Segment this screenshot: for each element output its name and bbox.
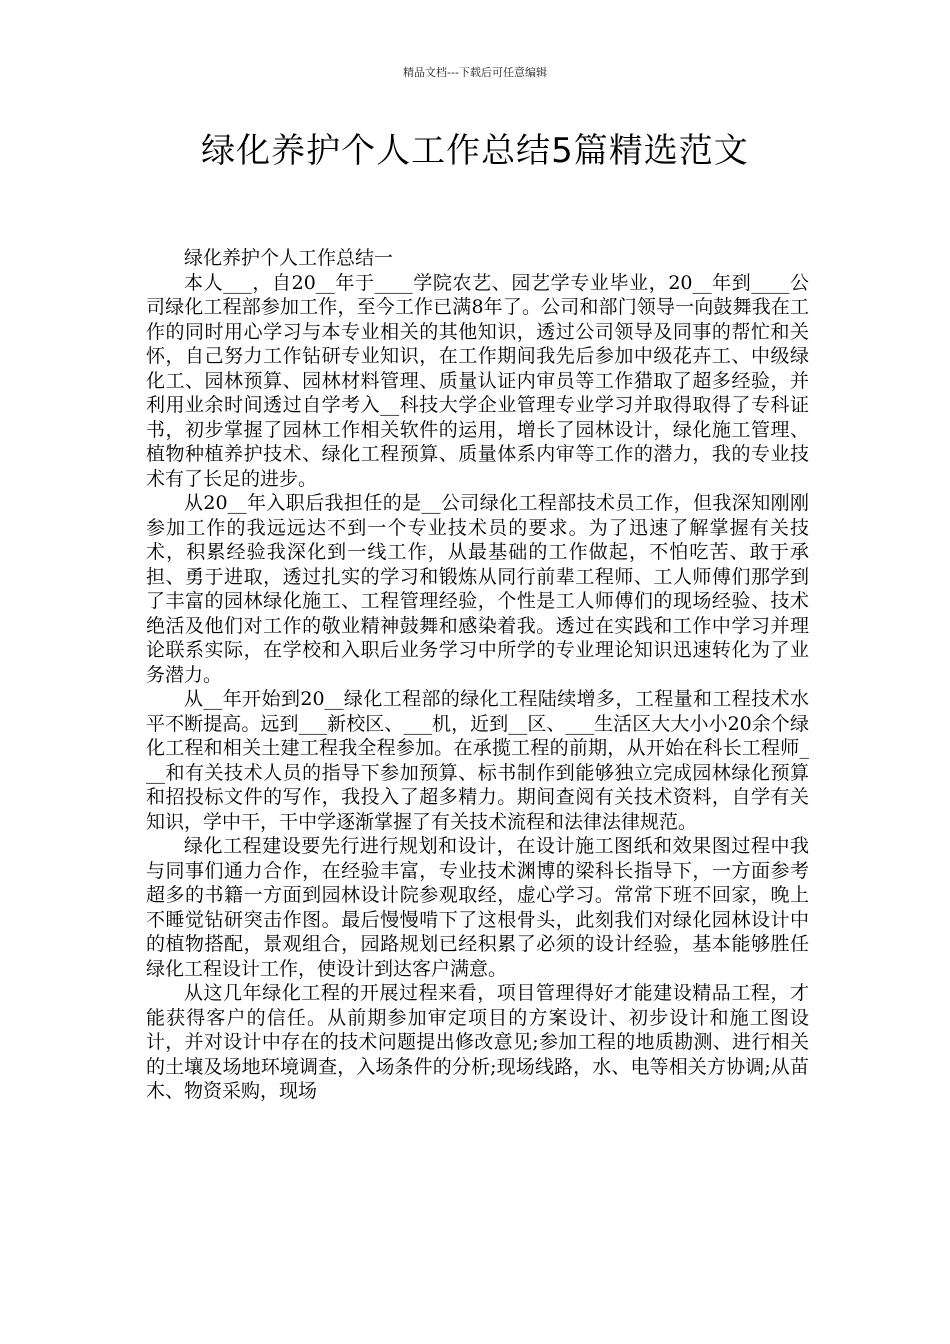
paragraph-3: 从__年开始到20__绿化工程部的绿化工程陆续增多，工程量和工程技术水平不断提高。远到___新校区、___机，近到__区、___生活区大大小小20余个绿化工程和相关土建工程我全程参加。在承揽工程的前期，从开始在科长工程师___和有关技术人员的指导下参加预算、标书制作到能够独立完成园林绿化预算和招投标文件的写作，我投入了超多精力。期间查阅有关技术资料，自学有关知识，学中干，干中学逐渐掌握了有关技术流程和法律法律规范。 [146, 688, 809, 833]
document-body [146, 246, 809, 1104]
document-title: 绿化养护个人工作总结5篇精选范文 [201, 131, 749, 171]
paragraph-4: 绿化工程建设要先行进行规划和设计，在设计施工图纸和效果图过程中我与同事们通力合作，在经验丰富，专业技术渊博的梁科长指导下，一方面参考超多的书籍一方面到园林设计院参观取经，虚心学习。常常下班不回家，晚上不睡觉钻研突击作图。最后慢慢啃下了这根骨头，此刻我们对绿化园林设计中的植物搭配，景观组合，园路规划已经积累了必须的设计经验，基本能够胜任绿化工程设计工作，使设计到达客户满意。 [146, 835, 809, 980]
paragraph-2: 从20__年入职后我担任的是__公司绿化工程部技术员工作，但我深知刚刚参加工作的我远远达不到一个专业技术员的要求。为了迅速了解掌握有关技术，积累经验我深化到一线工作，从最基础的工作做起，不怕吃苦、敢于承担、勇于进取，透过扎实的学习和锻炼从同行前辈工程师、工人师傅们那学到了丰富的园林绿化施工、工程管理经验，个性是工人师傅们的现场经验、技术绝活及他们对工作的敬业精神鼓舞和感染着我。透过在实践和工作中学习并理论联系实际，在学校和入职后业务学习中所学的专业理论知识迅速转化为了业务潜力。 [146, 492, 809, 686]
section-heading: 绿化养护个人工作总结一 [184, 247, 394, 269]
paragraph-5: 从这几年绿化工程的开展过程来看，项目管理得好才能建设精品工程，才能获得客户的信任。从前期参加审定项目的方案设计、初步设计和施工图设计，并对设计中存在的技术问题提出修改意见;参加工程的地质勘测、进行相关的土壤及场地环境调查，入场条件的分析;现场线路，水、电等相关方协调;从苗木、物资采购，现场 [146, 982, 809, 1102]
header-note: 精品文档---下载后可任意编辑 [403, 66, 547, 79]
paragraph-1: 本人___，自20__年于____学院农艺、园艺学专业毕业，20__年到____公司绿化工程部参加工作，至今工作已满8年了。公司和部门领导一向鼓舞我在工作的同时用心学习与本专业相关的其他知识，透过公司领导及同事的帮忙和关怀，自己努力工作钻研专业知识，在工作期间我先后参加中级花卉工、中级绿化工、园林预算、园林材料管理、质量认证内审员等工作猎取了超多经验，并利用业余时间透过自学考入__科技大学企业管理专业学习并取得取得了专科证书，初步掌握了园林工作相关软件的运用，增长了园林设计，绿化施工管理、植物种植养护技术、绿化工程预算、质量体系内审等工作的潜力，我的专业技术有了长足的进步。 [146, 271, 809, 490]
